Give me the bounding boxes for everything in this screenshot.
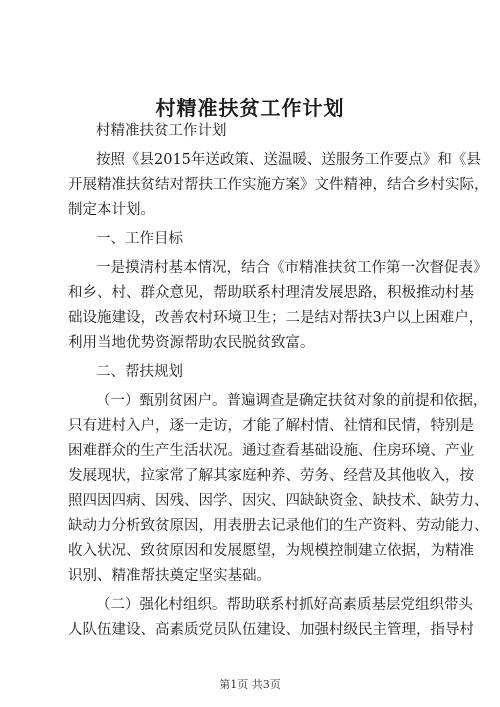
section-heading: 一、工作目标 [96,231,183,247]
text-line: 人队伍建设、高素质党员队伍建设、加强村级民主管理，指导村 [68,622,474,638]
text-line: 开展精准扶贫结对帮扶工作实施方案》文件精神，结合乡村实际， [68,177,489,193]
text-line: 照四因四病、因残、因学、因灾、四缺缺资金、缺技术、缺劳力、 [68,493,489,509]
page-footer: 第1页 共3页 [219,678,281,691]
text-line: 发展现状，拉家常了解其家庭种养、劳务、经营及其他收入，按 [68,468,474,484]
text-line: 一是摸清村基本情况，结合《市精准扶贫工作第一次督促表》 [96,260,488,276]
text-line: （二）强化村组织。帮助联系村抓好高素质基层党组织带头 [96,597,473,613]
text-line: 只有进村入户，逐一走访，才能了解村情、社情和民情，特别是 [68,418,474,434]
text-line: 利用当地优势资源帮助农民脱贫致富。 [68,335,315,351]
text-line: 制定本计划。 [68,202,155,218]
text-line: 础设施建设，改善农村环境卫生；二是结对帮扶3户以上困难户， [68,310,484,326]
text-line: 村精准扶贫工作计划 [96,123,227,139]
section-heading: 二、帮扶规划 [96,364,183,380]
text-line: 困难群众的生产生活状况。通过查看基础设施、住房环境、产业 [68,443,474,459]
text-line: 和乡、村、群众意见，帮助联系村理清发展思路，积极推动村基 [68,285,474,301]
text-line: 缺动力分析致贫原因，用表册去记录他们的生产资料、劳动能力、 [68,518,489,534]
text-line: （一）甄别贫困户。普遍调查是确定扶贫对象的前提和依据， [96,393,488,409]
document-title: 村精准扶贫工作计划 [155,96,345,120]
text-line: 按照《县2015年送政策、送温暖、送服务工作要点》和《县 [96,152,481,168]
text-line: 识别、精准帮扶奠定坚实基础。 [68,568,271,584]
text-line: 收入状况、致贫原因和发展愿望，为规模控制建立依据，为精准 [68,543,474,559]
